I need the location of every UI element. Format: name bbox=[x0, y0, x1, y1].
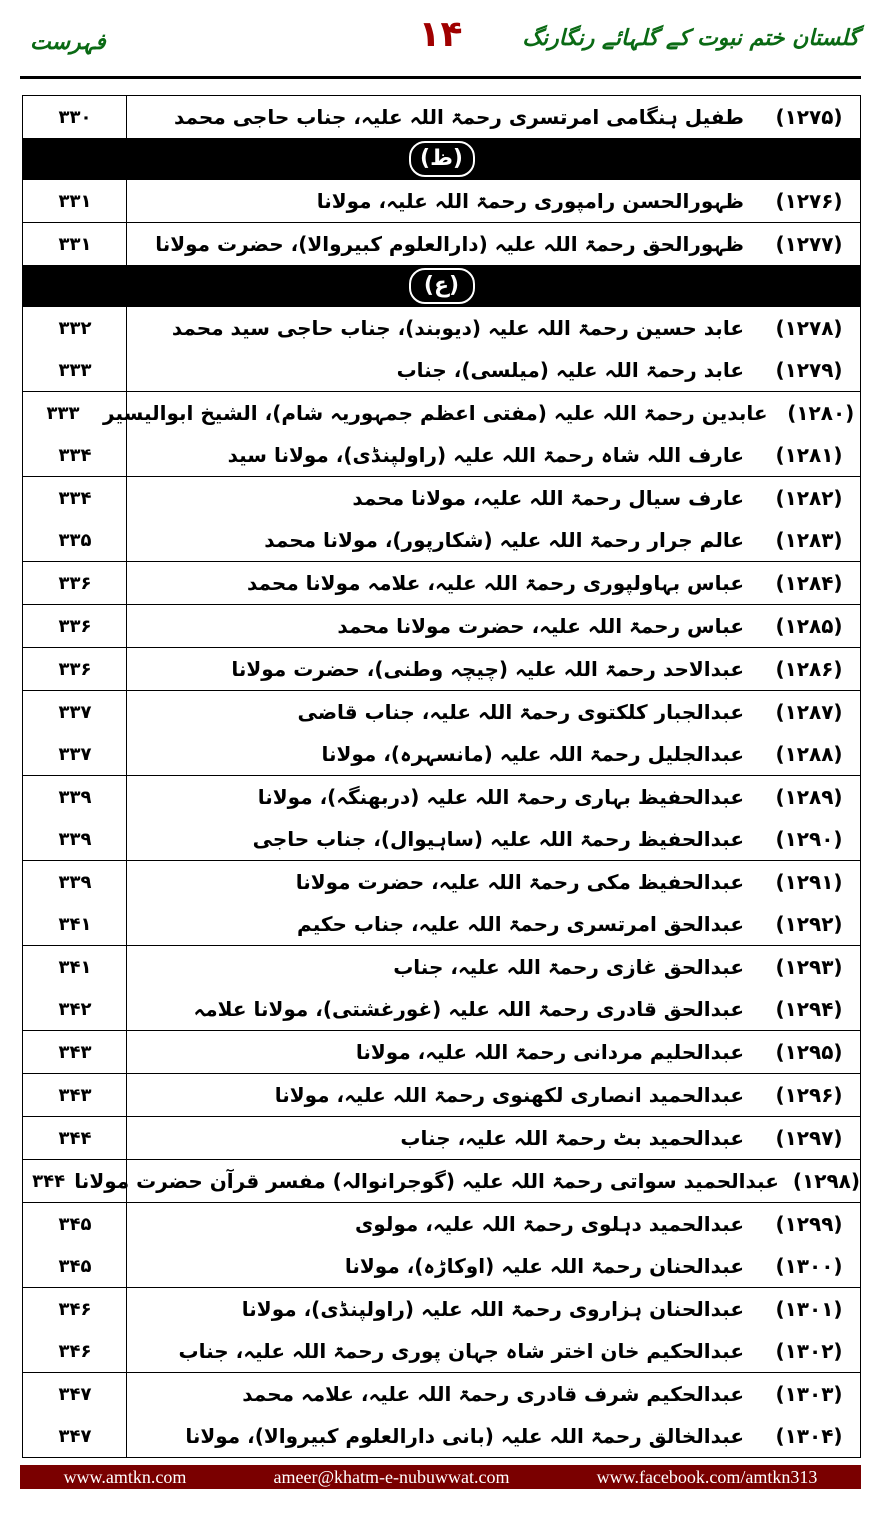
entry-title: عابد رحمۃ اللہ علیہ (میلسی)، جناب bbox=[396, 358, 744, 382]
entry-page: ۳۳۶ bbox=[58, 658, 92, 680]
entry-page: ۳۴۶ bbox=[58, 1340, 92, 1362]
table-of-contents bbox=[22, 95, 861, 1458]
entry-group bbox=[23, 776, 861, 861]
entry-number: (۱۲۸۲) bbox=[775, 486, 843, 510]
toc-entry[interactable] bbox=[23, 776, 860, 818]
entry-group bbox=[23, 648, 861, 691]
entry-title: عبدالحفیظ رحمۃ اللہ علیہ (ساہیوال)، جناب حاجی bbox=[252, 827, 744, 851]
entry-title: عبدالحق امرتسری رحمۃ اللہ علیہ، جناب حکیم bbox=[297, 912, 744, 936]
section-header-row bbox=[23, 266, 861, 307]
entry-number: (۱۲۹۱) bbox=[775, 870, 843, 894]
toc-entry[interactable] bbox=[23, 223, 860, 265]
entry-number: (۱۲۸۴) bbox=[775, 571, 843, 595]
entry-number: (۱۲۸۹) bbox=[775, 785, 843, 809]
entry-page: ۳۳۹ bbox=[58, 828, 92, 850]
entry-number: (۱۲۹۷) bbox=[775, 1126, 843, 1150]
entry-number: (۱۲۹۴) bbox=[775, 997, 843, 1021]
toc-entry[interactable] bbox=[23, 180, 860, 222]
entry-number: (۱۲۸۰) bbox=[787, 401, 855, 425]
entry-title: عبدالحنان ہزاروی رحمۃ اللہ علیہ (راولپنڈی)، مولانا bbox=[241, 1297, 744, 1321]
toc-entry[interactable] bbox=[23, 1330, 860, 1372]
toc-entry[interactable] bbox=[23, 605, 860, 647]
entry-number: (۱۲۹۹) bbox=[775, 1212, 843, 1236]
entry-page: ۳۳۹ bbox=[58, 786, 92, 808]
entry-group bbox=[23, 392, 861, 477]
entry-number: (۱۲۷۵) bbox=[775, 105, 843, 129]
toc-entry[interactable] bbox=[23, 1203, 860, 1245]
entry-group bbox=[23, 1288, 861, 1373]
entry-page: ۳۴۱ bbox=[58, 913, 92, 935]
toc-entry[interactable] bbox=[23, 477, 860, 519]
entry-number: (۱۲۷۶) bbox=[775, 189, 843, 213]
entry-number: (۱۲۸۷) bbox=[775, 700, 843, 724]
toc-entry[interactable] bbox=[23, 1031, 860, 1073]
entry-page: ۳۳۱ bbox=[58, 233, 92, 255]
entry-title: عباس بہاولپوری رحمۃ اللہ علیہ، علامہ مولانا محمد bbox=[246, 571, 744, 595]
entry-title: عابد حسین رحمۃ اللہ علیہ (دیوبند)، جناب حاجی سید محمد bbox=[171, 316, 744, 340]
entry-title: عبدالحمید دہلوی رحمۃ اللہ علیہ، مولوی bbox=[354, 1212, 744, 1236]
page-number: ۱۴ bbox=[418, 14, 463, 55]
entry-title: عبدالحمید بٹ رحمۃ اللہ علیہ، جناب bbox=[400, 1126, 744, 1150]
entry-title: عبدالحفیظ مکی رحمۃ اللہ علیہ، حضرت مولانا bbox=[295, 870, 744, 894]
toc-entry[interactable] bbox=[23, 1373, 860, 1415]
entry-number: (۱۲۷۷) bbox=[775, 232, 843, 256]
toc-entry[interactable] bbox=[23, 307, 860, 349]
entry-page: ۳۳۱ bbox=[58, 190, 92, 212]
entry-group bbox=[23, 691, 861, 776]
toc-entry[interactable] bbox=[23, 988, 860, 1030]
entry-title: عبدالحق غازی رحمۃ اللہ علیہ، جناب bbox=[393, 955, 744, 979]
entry-number: (۱۲۷۸) bbox=[775, 316, 843, 340]
toc-entry[interactable] bbox=[23, 1117, 860, 1159]
toc-entry[interactable] bbox=[23, 691, 860, 733]
entry-number: (۱۲۸۶) bbox=[775, 657, 843, 681]
entry-title: عبدالحکیم شرف قادری رحمۃ اللہ علیہ، علامہ محمد bbox=[242, 1382, 744, 1406]
entry-page: ۳۴۴ bbox=[32, 1170, 66, 1192]
entry-page: ۳۳۴ bbox=[58, 487, 92, 509]
toc-entry[interactable] bbox=[23, 1074, 860, 1116]
toc-entry[interactable] bbox=[23, 519, 860, 561]
toc-entry[interactable] bbox=[23, 818, 860, 860]
entry-number: (۱۲۹۶) bbox=[775, 1083, 843, 1107]
book-title: گلستان ختم نبوت کے گلہائے رنگارنگ bbox=[522, 26, 859, 51]
entry-page: ۳۴۵ bbox=[58, 1213, 92, 1235]
entry-title: عارف اللہ شاہ رحمۃ اللہ علیہ (راولپنڈی)، مولانا سید bbox=[227, 443, 744, 467]
toc-entry[interactable] bbox=[23, 1288, 860, 1330]
entry-page: ۳۴۳ bbox=[58, 1041, 92, 1063]
entry-page: ۳۴۴ bbox=[58, 1127, 92, 1149]
entry-title: طفیل ہنگامی امرتسری رحمۃ اللہ علیہ، جناب حاجی محمد bbox=[173, 105, 744, 129]
entry-page: ۳۳۰ bbox=[58, 106, 92, 128]
footer-email[interactable]: ameer@khatm-e-nubuwwat.com bbox=[273, 1466, 510, 1487]
toc-entry[interactable] bbox=[23, 946, 860, 988]
entry-number: (۱۲۹۰) bbox=[775, 827, 843, 851]
entry-page: ۳۳۹ bbox=[58, 871, 92, 893]
entry-title: ظہورالحسن رامپوری رحمۃ اللہ علیہ، مولانا bbox=[316, 189, 744, 213]
page-header bbox=[0, 0, 881, 78]
entry-title: عبدالجلیل رحمۃ اللہ علیہ (مانسہرہ)، مولانا bbox=[321, 742, 744, 766]
entry-title: عبدالحکیم خان اختر شاہ جہان پوری رحمۃ اللہ علیہ، جناب bbox=[178, 1339, 744, 1363]
entry-number: (۱۲۸۳) bbox=[775, 528, 843, 552]
entry-title: عبدالحمید سواتی رحمۃ اللہ علیہ (گوجرانوالہ) مفسر قرآن حضرت مولانا bbox=[74, 1169, 779, 1193]
toc-entry[interactable] bbox=[23, 1415, 860, 1457]
entry-title: عارف سیال رحمۃ اللہ علیہ، مولانا محمد bbox=[352, 486, 744, 510]
entry-group bbox=[23, 562, 861, 605]
entry-number: (۱۲۷۹) bbox=[775, 358, 843, 382]
entry-page: ۳۳۶ bbox=[58, 572, 92, 594]
entry-number: (۱۲۹۳) bbox=[775, 955, 843, 979]
entry-group bbox=[23, 1160, 861, 1203]
entry-title: عبدالحنان رحمۃ اللہ علیہ (اوکاڑہ)، مولانا bbox=[344, 1254, 744, 1278]
entry-group bbox=[23, 180, 861, 223]
toc-entry[interactable] bbox=[23, 349, 860, 391]
footer-website[interactable]: www.amtkn.com bbox=[63, 1466, 187, 1487]
entry-title: عالم جرار رحمۃ اللہ علیہ (شکارپور)، مولانا محمد bbox=[264, 528, 744, 552]
entry-number: (۱۲۸۵) bbox=[775, 614, 843, 638]
section-label: فہرست bbox=[30, 30, 106, 55]
entry-title: ظہورالحق رحمۃ اللہ علیہ (دارالعلوم کبیروالا)، حضرت مولانا bbox=[155, 232, 744, 256]
entry-page: ۳۴۵ bbox=[58, 1255, 92, 1277]
toc-entry[interactable] bbox=[23, 96, 860, 138]
entry-number: (۱۲۸۱) bbox=[775, 443, 843, 467]
entry-page: ۳۳۴ bbox=[58, 444, 92, 466]
entry-group bbox=[23, 1031, 861, 1074]
entry-group bbox=[23, 1373, 861, 1458]
entry-number: (۱۳۰۱) bbox=[775, 1297, 843, 1321]
entry-group bbox=[23, 1117, 861, 1160]
entry-number: (۱۳۰۳) bbox=[775, 1382, 843, 1406]
toc-entry[interactable] bbox=[23, 562, 860, 604]
entry-group bbox=[23, 477, 861, 562]
toc-entry[interactable] bbox=[23, 861, 860, 903]
entry-group bbox=[23, 1074, 861, 1117]
entry-page: ۳۴۶ bbox=[58, 1298, 92, 1320]
entry-title: عباس رحمۃ اللہ علیہ، حضرت مولانا محمد bbox=[337, 614, 744, 638]
section-letter: (ع) bbox=[409, 268, 475, 304]
entry-page: ۳۴۱ bbox=[58, 956, 92, 978]
page-footer bbox=[20, 1465, 861, 1489]
entry-group bbox=[23, 96, 861, 139]
section-letter: (ظ) bbox=[409, 141, 475, 177]
entry-page: ۳۳۷ bbox=[58, 743, 92, 765]
entry-title: عابدین رحمۃ اللہ علیہ (مفتی اعظم جمہوریہ شام)، الشیخ ابوالیسیر bbox=[103, 401, 768, 425]
entry-group bbox=[23, 605, 861, 648]
entry-page: ۳۴۷ bbox=[58, 1383, 92, 1405]
toc-entry[interactable] bbox=[23, 733, 860, 775]
entry-page: ۳۴۷ bbox=[58, 1425, 92, 1447]
toc-entry[interactable] bbox=[23, 434, 860, 476]
entry-page: ۳۴۳ bbox=[58, 1084, 92, 1106]
entry-title: عبدالجبار کلکتوی رحمۃ اللہ علیہ، جناب قاضی bbox=[297, 700, 744, 724]
entry-page: ۳۳۳ bbox=[46, 402, 80, 424]
toc-entry[interactable] bbox=[23, 648, 860, 690]
entry-number: (۱۲۹۲) bbox=[775, 912, 843, 936]
entry-page: ۳۳۷ bbox=[58, 701, 92, 723]
entry-number: (۱۳۰۲) bbox=[775, 1339, 843, 1363]
entry-title: عبدالحق قادری رحمۃ اللہ علیہ (غورغشتی)، مولانا علامہ bbox=[193, 997, 744, 1021]
entry-group bbox=[23, 946, 861, 1031]
entry-title: عبدالاحد رحمۃ اللہ علیہ (چیچہ وطنی)، حضرت مولانا bbox=[231, 657, 744, 681]
entry-page: ۳۳۲ bbox=[58, 317, 92, 339]
toc-entry[interactable] bbox=[23, 392, 860, 434]
toc-entry[interactable] bbox=[23, 1160, 860, 1202]
entry-number: (۱۲۹۵) bbox=[775, 1040, 843, 1064]
entry-page: ۳۳۶ bbox=[58, 615, 92, 637]
entry-number: (۱۳۰۰) bbox=[775, 1254, 843, 1278]
entry-group bbox=[23, 223, 861, 266]
entry-page: ۳۳۵ bbox=[58, 529, 92, 551]
entry-title: عبدالحلیم مردانی رحمۃ اللہ علیہ، مولانا bbox=[355, 1040, 744, 1064]
section-header-row bbox=[23, 139, 861, 180]
entry-page: ۳۳۳ bbox=[58, 359, 92, 381]
entry-group bbox=[23, 307, 861, 392]
entry-title: عبدالحمید انصاری لکھنوی رحمۃ اللہ علیہ، مولانا bbox=[274, 1083, 744, 1107]
footer-facebook[interactable]: www.facebook.com/amtkn313 bbox=[596, 1466, 818, 1487]
entry-number: (۱۳۰۴) bbox=[775, 1424, 843, 1448]
entry-title: عبدالحفیظ بہاری رحمۃ اللہ علیہ (دربھنگہ)، مولانا bbox=[257, 785, 744, 809]
entry-group bbox=[23, 1203, 861, 1288]
entry-title: عبدالخالق رحمۃ اللہ علیہ (بانی دارالعلوم کبیروالا)، مولانا bbox=[185, 1424, 744, 1448]
header-divider bbox=[20, 76, 861, 79]
entry-group bbox=[23, 861, 861, 946]
entry-number: (۱۲۸۸) bbox=[775, 742, 843, 766]
toc-entry[interactable] bbox=[23, 1245, 860, 1287]
entry-page: ۳۴۲ bbox=[58, 998, 92, 1020]
entry-number: (۱۲۹۸) bbox=[792, 1169, 860, 1193]
toc-entry[interactable] bbox=[23, 903, 860, 945]
